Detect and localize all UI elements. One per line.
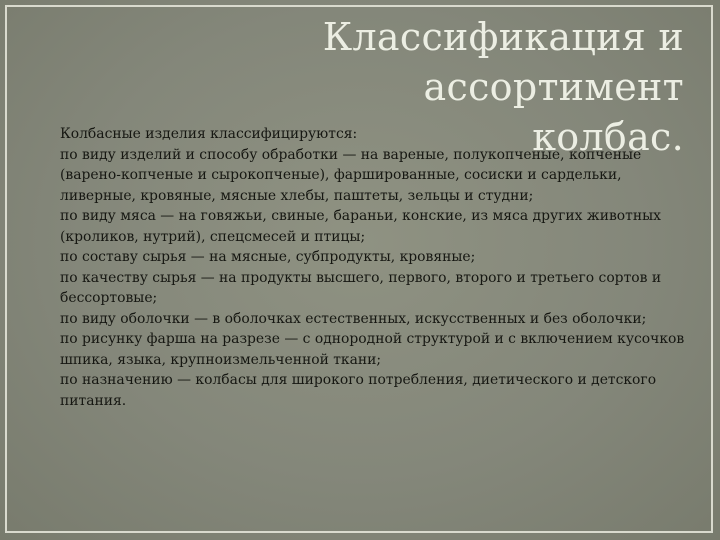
classification-list	[60, 145, 690, 412]
list-item-by-meat-type: по виду мяса — на говяжьи, свиные, бараньи, конские, из мяса других животных (кроликов, нутрий), спецсмесей и птицы;	[60, 208, 661, 245]
list-item-by-raw-composition: по составу сырья — на мясные, субпродукты, кровяные;	[60, 249, 476, 265]
list-item-by-product-type: по виду изделий и способу обработки — на вареные, полукопченые, копченые (варено-копченые и сырокопченые), фаршированные, сосиски и сардельки, ливерные, кровяные, мясные хлебы, паштеты, зельцы и студни;	[60, 146, 642, 204]
list-item-by-casing: по виду оболочки — в оболочках естественных, искусственных и без оболочки;	[60, 310, 647, 327]
slide-body	[60, 124, 690, 411]
intro-text: Колбасные изделия классифицируются:	[60, 126, 358, 142]
list-item-by-cut-pattern: по рисунку фарша на разрезе — с однородной структурой и с включением кусочков шпика, языка, крупноизмельченной ткани;	[60, 331, 685, 368]
slide-title-line-2: колбас.	[532, 115, 684, 159]
list-item-by-purpose: по назначению — колбасы для широкого потребления, диетического и детского питания.	[60, 372, 657, 409]
list-item-by-raw-quality: по качеству сырья — на продукты высшего, первого, второго и третьего сортов и бессортовые;	[60, 269, 662, 306]
slide-title-line-1: Классификация и ассортимент	[322, 15, 684, 109]
